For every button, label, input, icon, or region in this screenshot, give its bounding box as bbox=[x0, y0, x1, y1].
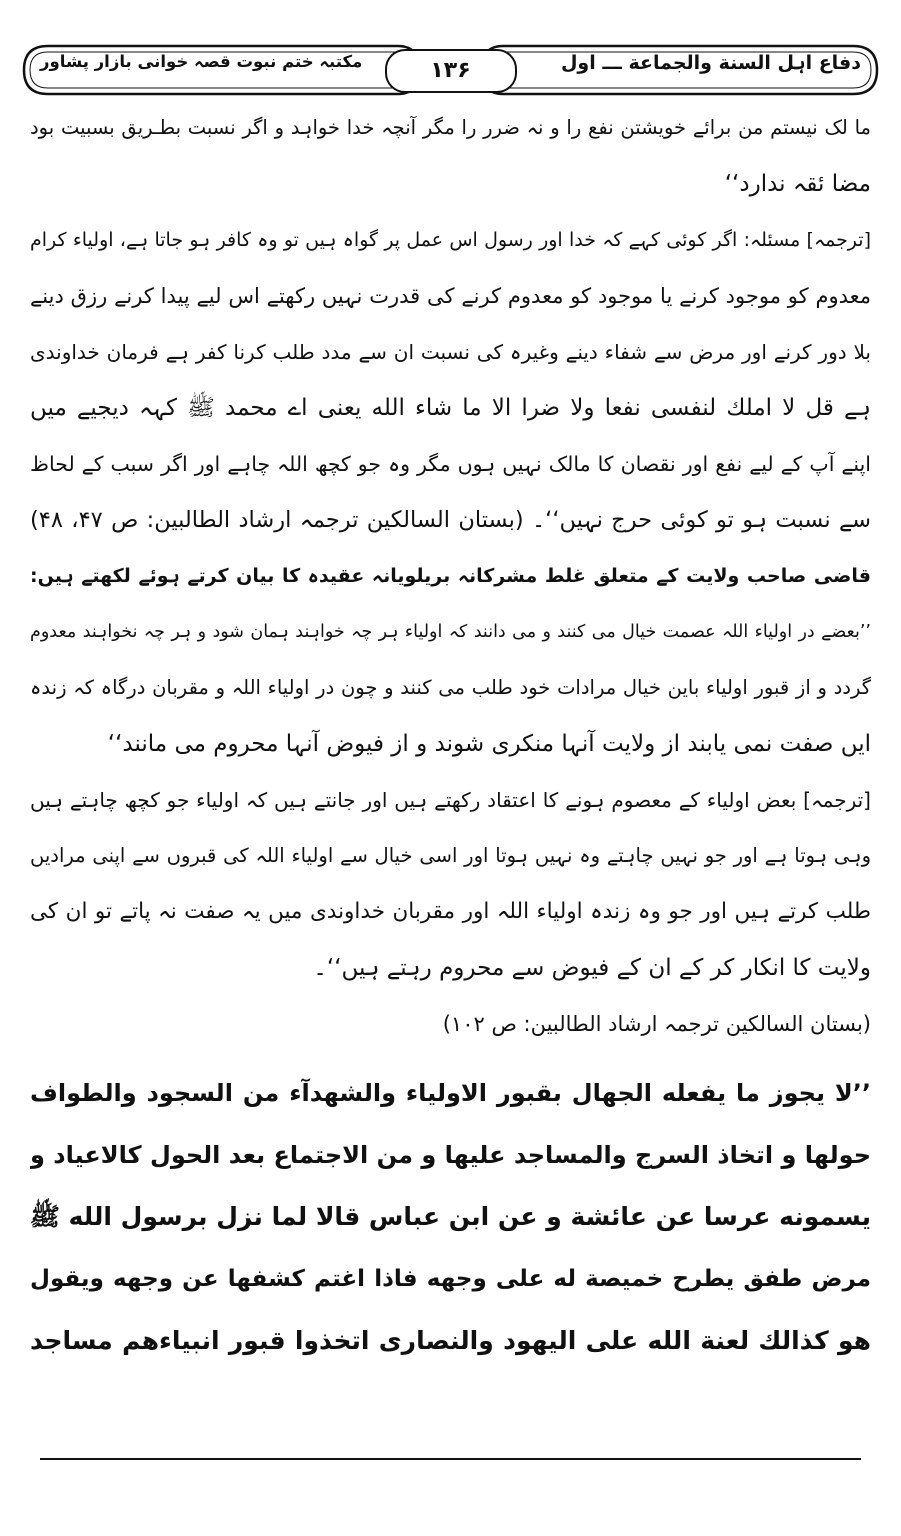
text-line: بلا دور کرنے اور مرض سے شفاء دینے وغیرہ کی نسبت ان سے مدد طلب کرنا کفر ہے فرمان خداوندی bbox=[30, 340, 871, 364]
book-title: دفاع اہل السنة والجماعة ـــ اول bbox=[560, 52, 861, 74]
text-line: طلب کرتے ہیں اور جو وہ زندہ اولیاء اللہ اور مقربان خداوندی میں یہ صفت نہ پاتے تو ان کی bbox=[30, 899, 871, 924]
citation-line: (بستان السالکین ترجمہ ارشاد الطالبین: ص ۱۰۲) bbox=[442, 1012, 871, 1036]
arabic-line: هو کذالك لعنة الله علی الیهود والنصاری اتخذوا قبور انبیاءهم مساجد bbox=[30, 1326, 871, 1355]
footer-divider bbox=[40, 1458, 861, 1460]
text-line: وہی ہوتا ہے اور جو نہیں چاہتے وہ نہیں ہوتا اور اسی خیال سے اولیاء اللہ کی قبروں سے اپنی مرادیں bbox=[30, 844, 871, 867]
quote-line: ایں صفت نمی یابند از ولایت آنہا منکری شوند و از فیوض آنہا محروم می مانند‘‘ bbox=[107, 731, 871, 757]
page-number: ۱۳۶ bbox=[385, 49, 517, 93]
text-line: سے نسبت ہو تو کوئی حرج نہیں‘‘۔ (بستان السالکین ترجمہ ارشاد الطالبین: ص ۴۷، ۴۸) bbox=[30, 507, 871, 533]
text-line: اپنے آپ کے لیے نفع اور نقصان کا مالک نہیں ہوں مگر وہ جو کچھ اللہ چاہے اور اگر سبب کے لحاظ bbox=[30, 452, 871, 476]
arabic-line: یسمونه عرسا عن عائشة و عن ابن عباس قالا لما نزل برسول الله ﷺ bbox=[30, 1202, 871, 1231]
text-line: ولایت کا انکار کر کے ان کے فیوض سے محروم رہتے ہیں‘‘۔ bbox=[313, 955, 871, 981]
text-line: [ترجمہ] مسئلہ: اگر کوئی کہے کہ خدا اور رسول اس عمل پر گواہ ہیں تو وہ کافر ہو جاتا ہے، اولیاء کرام bbox=[30, 229, 871, 251]
spacer bbox=[30, 1052, 871, 1062]
text-line: [ترجمہ] بعض اولیاء کے معصوم ہونے کا اعتقاد رکھتے ہیں اور جانتے ہیں کہ اولیاء جو کچھ چاہتے ہیں bbox=[30, 788, 871, 812]
text-line: ہے قل لا املك لنفسی نفعا ولا ضرا الا ما شاء الله یعنی اے محمد ﷺ کہہ دیجیے میں bbox=[30, 395, 871, 421]
text-line: معدوم کو موجود کرنے یا موجود کو معدوم کرنے کی قدرت نہیں رکھتے اس لیے پیدا کرنے رزق دینے bbox=[30, 284, 871, 308]
publisher-name: مکتبہ ختم نبوت قصہ خوانی بازار پشاور bbox=[40, 52, 363, 71]
arabic-line: حولها و اتخاذ السرج والمساجد علیها و من الاجتماع بعد الحول کالاعیاد و bbox=[30, 1141, 871, 1169]
quote-line: ’’بعضے در اولیاء اللہ عصمت خیال می کنند و می دانند کہ اولیاء ہر چہ خواہند ہمان شود و ہر چہ نخواہند معدوم bbox=[30, 622, 871, 642]
text-line: ما لک نیستم من برائے خویشتن نفع را و نہ ضرر را مگر آنچہ خدا خواہد و اگر نسبت بطـریق بسبیت بود bbox=[30, 116, 871, 139]
text-line: مضا ئقہ ندارد‘‘ bbox=[724, 171, 871, 197]
arabic-line: ’’لا یجوز ما یفعله الجهال بقبور الاولیاء والشهدآء من السجود والطواف bbox=[30, 1079, 871, 1107]
quote-line: گردد و از قبور اولیاء باین خیال مرادات خود طلب می کنند و چون در اولیاء اللہ و مقربان درگاہ کہ زندہ bbox=[30, 676, 871, 699]
page-header bbox=[18, 40, 883, 100]
page-body bbox=[30, 100, 871, 1372]
arabic-line: مرض طفق یطرح خمیصة له علی وجهه فاذا اغتم کشفها عن وجهه ویقول bbox=[30, 1266, 871, 1292]
section-intro: قاضی صاحب ولایت کے متعلق غلط مشرکانہ بریلویانہ عقیدہ کا بیان کرتے ہوئے لکھتے ہیں: bbox=[30, 565, 871, 587]
